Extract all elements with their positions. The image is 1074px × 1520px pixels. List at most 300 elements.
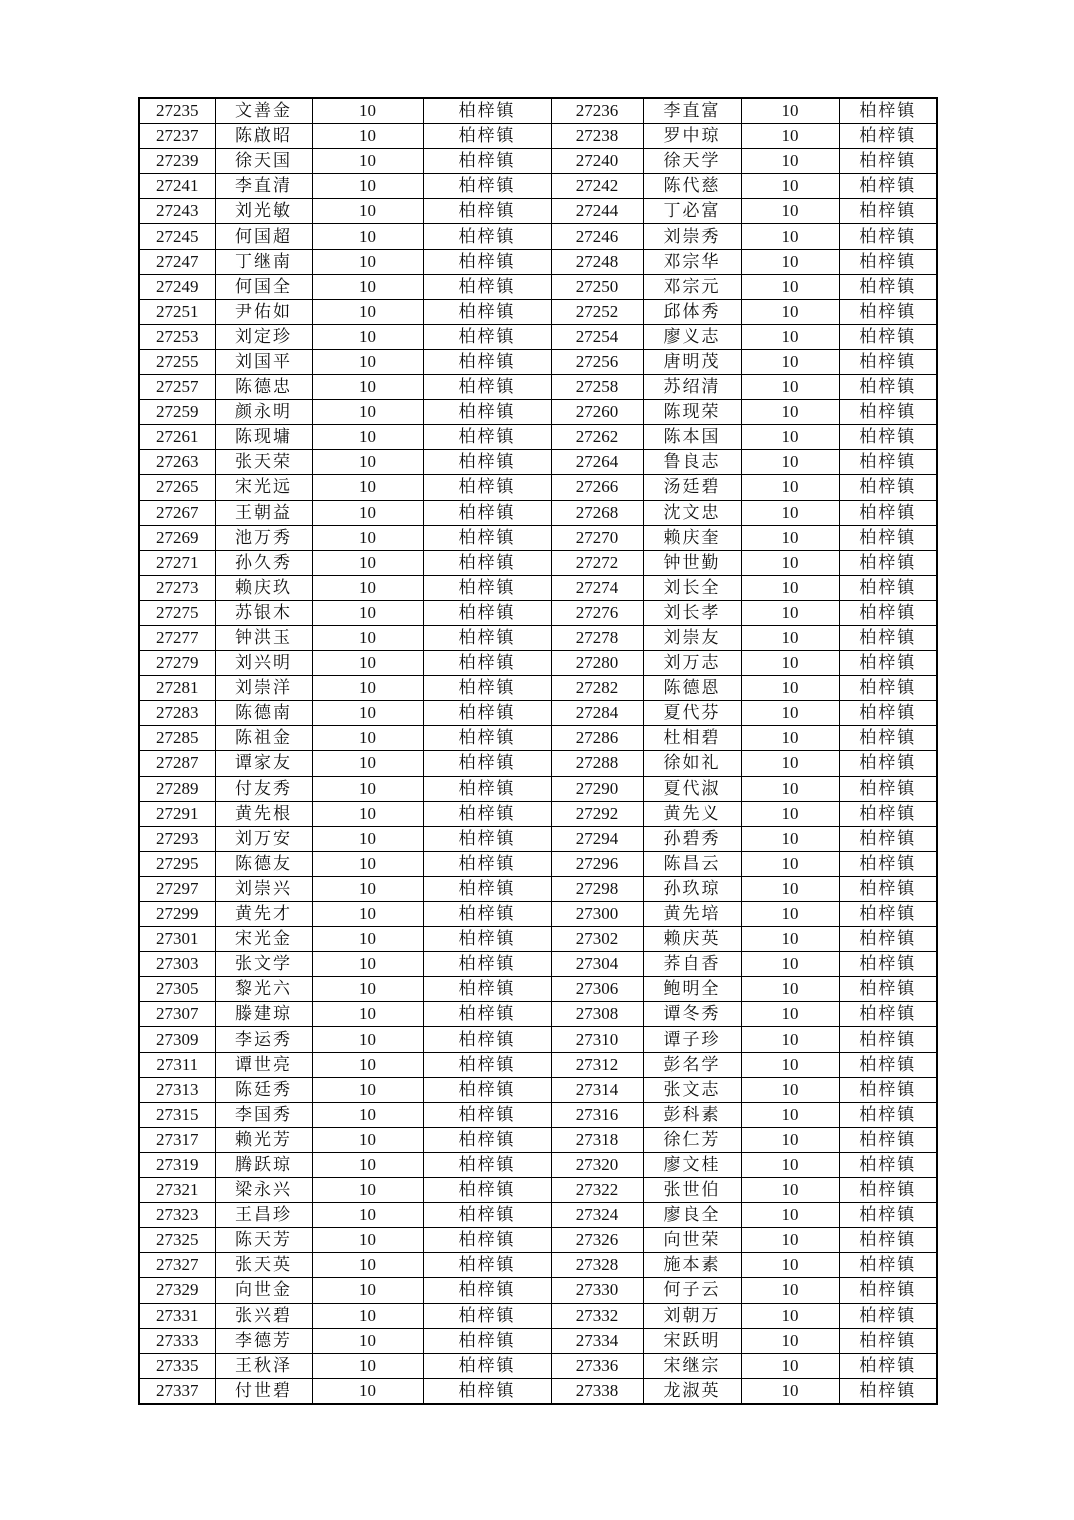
record-id-cell: 27297 <box>139 876 215 901</box>
person-name-cell: 文善金 <box>215 98 312 124</box>
amount-cell: 10 <box>741 174 839 199</box>
person-name-cell: 苏绍清 <box>643 375 741 400</box>
town-name-cell: 柏梓镇 <box>423 726 551 751</box>
amount-cell: 10 <box>741 701 839 726</box>
amount-cell: 10 <box>312 1228 423 1253</box>
record-id-cell: 27275 <box>139 600 215 625</box>
record-id-cell: 27281 <box>139 676 215 701</box>
person-name-cell: 何子云 <box>643 1278 741 1303</box>
amount-cell: 10 <box>741 375 839 400</box>
town-name-cell: 柏梓镇 <box>839 1378 937 1404</box>
town-name-cell: 柏梓镇 <box>839 1278 937 1303</box>
person-name-cell: 陈本国 <box>643 425 741 450</box>
record-id-cell: 27265 <box>139 475 215 500</box>
table-row <box>139 1127 937 1152</box>
record-id-cell: 27255 <box>139 349 215 374</box>
person-name-cell: 张天荣 <box>215 450 312 475</box>
person-name-cell: 孙久秀 <box>215 550 312 575</box>
amount-cell: 10 <box>741 952 839 977</box>
person-name-cell: 罗中琼 <box>643 124 741 149</box>
person-name-cell: 廖文桂 <box>643 1152 741 1177</box>
table-row <box>139 450 937 475</box>
amount-cell: 10 <box>312 1303 423 1328</box>
amount-cell: 10 <box>741 676 839 701</box>
table-row <box>139 425 937 450</box>
person-name-cell: 沈文忠 <box>643 500 741 525</box>
table-row <box>139 149 937 174</box>
person-name-cell: 钟世勤 <box>643 550 741 575</box>
table-row <box>139 249 937 274</box>
person-name-cell: 刘兴明 <box>215 651 312 676</box>
amount-cell: 10 <box>741 324 839 349</box>
town-name-cell: 柏梓镇 <box>423 1027 551 1052</box>
table-row <box>139 550 937 575</box>
record-id-cell: 27285 <box>139 726 215 751</box>
amount-cell: 10 <box>312 701 423 726</box>
town-name-cell: 柏梓镇 <box>839 1127 937 1152</box>
amount-cell: 10 <box>312 1253 423 1278</box>
town-name-cell: 柏梓镇 <box>423 927 551 952</box>
amount-cell: 10 <box>312 1328 423 1353</box>
person-name-cell: 刘崇友 <box>643 625 741 650</box>
amount-cell: 10 <box>741 1127 839 1152</box>
record-id-cell: 27273 <box>139 575 215 600</box>
person-name-cell: 陈啟昭 <box>215 124 312 149</box>
person-name-cell: 宋跃明 <box>643 1328 741 1353</box>
amount-cell: 10 <box>312 902 423 927</box>
town-name-cell: 柏梓镇 <box>839 199 937 224</box>
table-row <box>139 400 937 425</box>
town-name-cell: 柏梓镇 <box>423 625 551 650</box>
person-name-cell: 王昌珍 <box>215 1203 312 1228</box>
person-name-cell: 陈祖金 <box>215 726 312 751</box>
town-name-cell: 柏梓镇 <box>423 299 551 324</box>
record-id-cell: 27259 <box>139 400 215 425</box>
amount-cell: 10 <box>741 1203 839 1228</box>
town-name-cell: 柏梓镇 <box>423 500 551 525</box>
record-id-cell: 27240 <box>551 149 643 174</box>
town-name-cell: 柏梓镇 <box>423 124 551 149</box>
record-id-cell: 27327 <box>139 1253 215 1278</box>
person-name-cell: 荞自香 <box>643 952 741 977</box>
amount-cell: 10 <box>741 1353 839 1378</box>
amount-cell: 10 <box>741 902 839 927</box>
table-row <box>139 952 937 977</box>
record-id-cell: 27241 <box>139 174 215 199</box>
person-name-cell: 彭名学 <box>643 1052 741 1077</box>
person-name-cell: 尹佑如 <box>215 299 312 324</box>
town-name-cell: 柏梓镇 <box>423 1328 551 1353</box>
table-row <box>139 977 937 1002</box>
person-name-cell: 何国全 <box>215 274 312 299</box>
person-name-cell: 滕建琼 <box>215 1002 312 1027</box>
record-id-cell: 27305 <box>139 977 215 1002</box>
person-name-cell: 颜永明 <box>215 400 312 425</box>
town-name-cell: 柏梓镇 <box>839 952 937 977</box>
person-name-cell: 何国超 <box>215 224 312 249</box>
record-id-cell: 27314 <box>551 1077 643 1102</box>
amount-cell: 10 <box>741 1077 839 1102</box>
town-name-cell: 柏梓镇 <box>423 174 551 199</box>
amount-cell: 10 <box>312 952 423 977</box>
record-id-cell: 27317 <box>139 1127 215 1152</box>
person-name-cell: 鲍明全 <box>643 977 741 1002</box>
roster-table <box>138 97 938 1405</box>
person-name-cell: 孙碧秀 <box>643 826 741 851</box>
record-id-cell: 27293 <box>139 826 215 851</box>
person-name-cell: 李直富 <box>643 98 741 124</box>
person-name-cell: 向世金 <box>215 1278 312 1303</box>
amount-cell: 10 <box>312 826 423 851</box>
record-id-cell: 27279 <box>139 651 215 676</box>
person-name-cell: 黄先培 <box>643 902 741 927</box>
amount-cell: 10 <box>312 249 423 274</box>
record-id-cell: 27278 <box>551 625 643 650</box>
town-name-cell: 柏梓镇 <box>839 1002 937 1027</box>
person-name-cell: 丁继南 <box>215 249 312 274</box>
person-name-cell: 李国秀 <box>215 1102 312 1127</box>
town-name-cell: 柏梓镇 <box>839 249 937 274</box>
amount-cell: 10 <box>741 349 839 374</box>
record-id-cell: 27296 <box>551 851 643 876</box>
table-row <box>139 1328 937 1353</box>
amount-cell: 10 <box>312 124 423 149</box>
town-name-cell: 柏梓镇 <box>423 600 551 625</box>
person-name-cell: 夏代淑 <box>643 776 741 801</box>
amount-cell: 10 <box>741 826 839 851</box>
amount-cell: 10 <box>741 525 839 550</box>
table-row <box>139 726 937 751</box>
record-id-cell: 27287 <box>139 751 215 776</box>
amount-cell: 10 <box>741 1278 839 1303</box>
amount-cell: 10 <box>312 525 423 550</box>
record-id-cell: 27245 <box>139 224 215 249</box>
amount-cell: 10 <box>741 199 839 224</box>
amount-cell: 10 <box>312 274 423 299</box>
amount-cell: 10 <box>741 751 839 776</box>
person-name-cell: 王秋泽 <box>215 1353 312 1378</box>
amount-cell: 10 <box>741 876 839 901</box>
town-name-cell: 柏梓镇 <box>839 902 937 927</box>
town-name-cell: 柏梓镇 <box>423 149 551 174</box>
amount-cell: 10 <box>312 98 423 124</box>
person-name-cell: 李运秀 <box>215 1027 312 1052</box>
table-row <box>139 349 937 374</box>
amount-cell: 10 <box>312 1102 423 1127</box>
person-name-cell: 张兴碧 <box>215 1303 312 1328</box>
person-name-cell: 陈德友 <box>215 851 312 876</box>
record-id-cell: 27335 <box>139 1353 215 1378</box>
table-row <box>139 199 937 224</box>
record-id-cell: 27242 <box>551 174 643 199</box>
record-id-cell: 27303 <box>139 952 215 977</box>
record-id-cell: 27290 <box>551 776 643 801</box>
record-id-cell: 27270 <box>551 525 643 550</box>
table-row <box>139 701 937 726</box>
record-id-cell: 27326 <box>551 1228 643 1253</box>
town-name-cell: 柏梓镇 <box>839 450 937 475</box>
record-id-cell: 27258 <box>551 375 643 400</box>
person-name-cell: 谭子珍 <box>643 1027 741 1052</box>
record-id-cell: 27269 <box>139 525 215 550</box>
record-id-cell: 27288 <box>551 751 643 776</box>
record-id-cell: 27254 <box>551 324 643 349</box>
amount-cell: 10 <box>312 450 423 475</box>
amount-cell: 10 <box>741 1228 839 1253</box>
amount-cell: 10 <box>312 500 423 525</box>
person-name-cell: 黄先才 <box>215 902 312 927</box>
town-name-cell: 柏梓镇 <box>839 425 937 450</box>
person-name-cell: 刘崇兴 <box>215 876 312 901</box>
amount-cell: 10 <box>312 876 423 901</box>
record-id-cell: 27324 <box>551 1203 643 1228</box>
person-name-cell: 刘光敏 <box>215 199 312 224</box>
table-row <box>139 1278 937 1303</box>
town-name-cell: 柏梓镇 <box>423 525 551 550</box>
person-name-cell: 杜相碧 <box>643 726 741 751</box>
record-id-cell: 27315 <box>139 1102 215 1127</box>
table-row <box>139 1102 937 1127</box>
record-id-cell: 27264 <box>551 450 643 475</box>
table-row <box>139 375 937 400</box>
table-row <box>139 876 937 901</box>
record-id-cell: 27250 <box>551 274 643 299</box>
town-name-cell: 柏梓镇 <box>423 876 551 901</box>
town-name-cell: 柏梓镇 <box>839 1203 937 1228</box>
record-id-cell: 27321 <box>139 1178 215 1203</box>
amount-cell: 10 <box>741 600 839 625</box>
table-row <box>139 851 937 876</box>
record-id-cell: 27313 <box>139 1077 215 1102</box>
record-id-cell: 27322 <box>551 1178 643 1203</box>
table-row <box>139 174 937 199</box>
table-row <box>139 902 937 927</box>
amount-cell: 10 <box>312 299 423 324</box>
town-name-cell: 柏梓镇 <box>839 475 937 500</box>
person-name-cell: 汤廷碧 <box>643 475 741 500</box>
town-name-cell: 柏梓镇 <box>839 349 937 374</box>
town-name-cell: 柏梓镇 <box>423 249 551 274</box>
person-name-cell: 刘定珍 <box>215 324 312 349</box>
town-name-cell: 柏梓镇 <box>839 676 937 701</box>
amount-cell: 10 <box>741 249 839 274</box>
record-id-cell: 27299 <box>139 902 215 927</box>
amount-cell: 10 <box>312 224 423 249</box>
person-name-cell: 刘国平 <box>215 349 312 374</box>
record-id-cell: 27328 <box>551 1253 643 1278</box>
town-name-cell: 柏梓镇 <box>839 299 937 324</box>
amount-cell: 10 <box>312 1052 423 1077</box>
person-name-cell: 谭世亮 <box>215 1052 312 1077</box>
person-name-cell: 陈代慈 <box>643 174 741 199</box>
record-id-cell: 27276 <box>551 600 643 625</box>
record-id-cell: 27263 <box>139 450 215 475</box>
person-name-cell: 张天英 <box>215 1253 312 1278</box>
town-name-cell: 柏梓镇 <box>423 324 551 349</box>
record-id-cell: 27309 <box>139 1027 215 1052</box>
person-name-cell: 鲁良志 <box>643 450 741 475</box>
town-name-cell: 柏梓镇 <box>423 425 551 450</box>
record-id-cell: 27283 <box>139 701 215 726</box>
town-name-cell: 柏梓镇 <box>423 1178 551 1203</box>
record-id-cell: 27311 <box>139 1052 215 1077</box>
amount-cell: 10 <box>741 977 839 1002</box>
town-name-cell: 柏梓镇 <box>839 274 937 299</box>
record-id-cell: 27304 <box>551 952 643 977</box>
town-name-cell: 柏梓镇 <box>423 199 551 224</box>
record-id-cell: 27272 <box>551 550 643 575</box>
record-id-cell: 27334 <box>551 1328 643 1353</box>
town-name-cell: 柏梓镇 <box>423 375 551 400</box>
town-name-cell: 柏梓镇 <box>423 776 551 801</box>
amount-cell: 10 <box>741 1152 839 1177</box>
record-id-cell: 27320 <box>551 1152 643 1177</box>
amount-cell: 10 <box>312 199 423 224</box>
table-row <box>139 299 937 324</box>
record-id-cell: 27331 <box>139 1303 215 1328</box>
table-row <box>139 1353 937 1378</box>
person-name-cell: 谭家友 <box>215 751 312 776</box>
person-name-cell: 苏银木 <box>215 600 312 625</box>
amount-cell: 10 <box>312 375 423 400</box>
person-name-cell: 夏代芬 <box>643 701 741 726</box>
town-name-cell: 柏梓镇 <box>839 625 937 650</box>
amount-cell: 10 <box>741 98 839 124</box>
record-id-cell: 27291 <box>139 801 215 826</box>
town-name-cell: 柏梓镇 <box>839 751 937 776</box>
amount-cell: 10 <box>741 651 839 676</box>
town-name-cell: 柏梓镇 <box>839 876 937 901</box>
person-name-cell: 廖良全 <box>643 1203 741 1228</box>
record-id-cell: 27237 <box>139 124 215 149</box>
amount-cell: 10 <box>741 450 839 475</box>
amount-cell: 10 <box>312 324 423 349</box>
town-name-cell: 柏梓镇 <box>423 1102 551 1127</box>
amount-cell: 10 <box>312 149 423 174</box>
record-id-cell: 27251 <box>139 299 215 324</box>
record-id-cell: 27253 <box>139 324 215 349</box>
table-row <box>139 525 937 550</box>
record-id-cell: 27292 <box>551 801 643 826</box>
person-name-cell: 赖庆玖 <box>215 575 312 600</box>
record-id-cell: 27300 <box>551 902 643 927</box>
person-name-cell: 陈昌云 <box>643 851 741 876</box>
record-id-cell: 27257 <box>139 375 215 400</box>
town-name-cell: 柏梓镇 <box>839 1178 937 1203</box>
table-row <box>139 826 937 851</box>
person-name-cell: 陈德恩 <box>643 676 741 701</box>
record-id-cell: 27295 <box>139 851 215 876</box>
record-id-cell: 27261 <box>139 425 215 450</box>
amount-cell: 10 <box>741 1378 839 1404</box>
amount-cell: 10 <box>312 174 423 199</box>
record-id-cell: 27246 <box>551 224 643 249</box>
person-name-cell: 邓宗元 <box>643 274 741 299</box>
amount-cell: 10 <box>741 550 839 575</box>
amount-cell: 10 <box>741 299 839 324</box>
record-id-cell: 27236 <box>551 98 643 124</box>
town-name-cell: 柏梓镇 <box>423 977 551 1002</box>
person-name-cell: 徐仁芳 <box>643 1127 741 1152</box>
record-id-cell: 27336 <box>551 1353 643 1378</box>
record-id-cell: 27282 <box>551 676 643 701</box>
town-name-cell: 柏梓镇 <box>423 801 551 826</box>
record-id-cell: 27332 <box>551 1303 643 1328</box>
amount-cell: 10 <box>312 651 423 676</box>
person-name-cell: 廖义志 <box>643 324 741 349</box>
town-name-cell: 柏梓镇 <box>839 1253 937 1278</box>
town-name-cell: 柏梓镇 <box>423 1303 551 1328</box>
town-name-cell: 柏梓镇 <box>839 726 937 751</box>
person-name-cell: 张文志 <box>643 1077 741 1102</box>
record-id-cell: 27316 <box>551 1102 643 1127</box>
record-id-cell: 27329 <box>139 1278 215 1303</box>
record-id-cell: 27319 <box>139 1152 215 1177</box>
town-name-cell: 柏梓镇 <box>839 525 937 550</box>
person-name-cell: 陈现荣 <box>643 400 741 425</box>
person-name-cell: 陈廷秀 <box>215 1077 312 1102</box>
record-id-cell: 27338 <box>551 1378 643 1404</box>
record-id-cell: 27266 <box>551 475 643 500</box>
record-id-cell: 27310 <box>551 1027 643 1052</box>
amount-cell: 10 <box>741 1303 839 1328</box>
town-name-cell: 柏梓镇 <box>839 1353 937 1378</box>
town-name-cell: 柏梓镇 <box>839 1328 937 1353</box>
table-row <box>139 575 937 600</box>
person-name-cell: 腾跃琼 <box>215 1152 312 1177</box>
amount-cell: 10 <box>312 1127 423 1152</box>
record-id-cell: 27268 <box>551 500 643 525</box>
record-id-cell: 27325 <box>139 1228 215 1253</box>
town-name-cell: 柏梓镇 <box>423 751 551 776</box>
record-id-cell: 27280 <box>551 651 643 676</box>
amount-cell: 10 <box>741 1328 839 1353</box>
person-name-cell: 刘朝万 <box>643 1303 741 1328</box>
town-name-cell: 柏梓镇 <box>839 224 937 249</box>
table-row <box>139 224 937 249</box>
amount-cell: 10 <box>741 1102 839 1127</box>
amount-cell: 10 <box>741 274 839 299</box>
person-name-cell: 刘长全 <box>643 575 741 600</box>
table-row <box>139 1052 937 1077</box>
amount-cell: 10 <box>312 1077 423 1102</box>
town-name-cell: 柏梓镇 <box>423 826 551 851</box>
person-name-cell: 黎光六 <box>215 977 312 1002</box>
town-name-cell: 柏梓镇 <box>423 274 551 299</box>
town-name-cell: 柏梓镇 <box>423 224 551 249</box>
town-name-cell: 柏梓镇 <box>423 851 551 876</box>
record-id-cell: 27308 <box>551 1002 643 1027</box>
record-id-cell: 27306 <box>551 977 643 1002</box>
person-name-cell: 徐如礼 <box>643 751 741 776</box>
person-name-cell: 王朝益 <box>215 500 312 525</box>
town-name-cell: 柏梓镇 <box>423 1077 551 1102</box>
person-name-cell: 孙玖琼 <box>643 876 741 901</box>
town-name-cell: 柏梓镇 <box>423 1127 551 1152</box>
town-name-cell: 柏梓镇 <box>423 550 551 575</box>
person-name-cell: 李德芳 <box>215 1328 312 1353</box>
table-row <box>139 1378 937 1404</box>
town-name-cell: 柏梓镇 <box>839 1102 937 1127</box>
record-id-cell: 27271 <box>139 550 215 575</box>
person-name-cell: 付世碧 <box>215 1378 312 1404</box>
town-name-cell: 柏梓镇 <box>423 1278 551 1303</box>
table-row <box>139 927 937 952</box>
amount-cell: 10 <box>312 349 423 374</box>
record-id-cell: 27307 <box>139 1002 215 1027</box>
town-name-cell: 柏梓镇 <box>839 977 937 1002</box>
person-name-cell: 赖庆英 <box>643 927 741 952</box>
